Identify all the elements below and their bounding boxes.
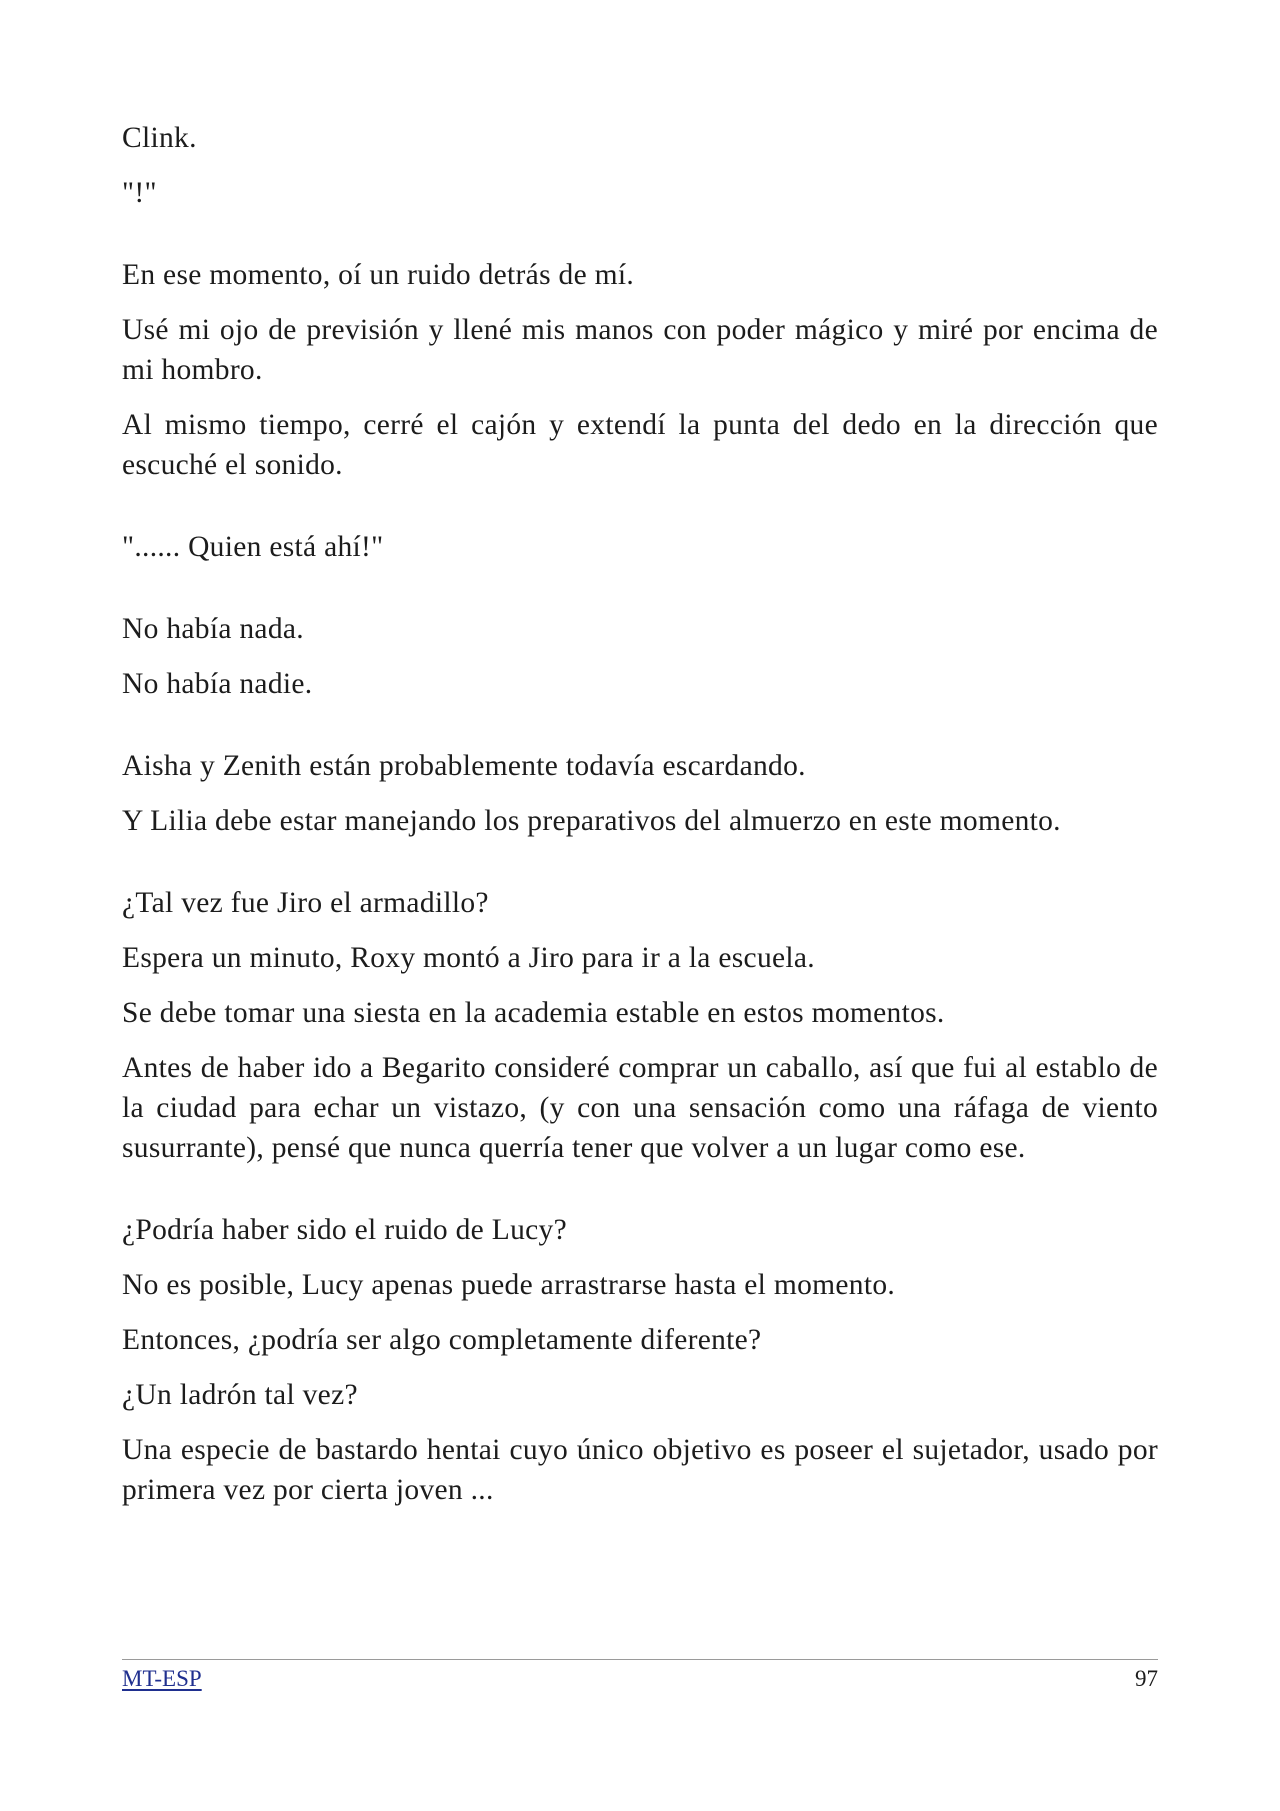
- page-number: 97: [1135, 1666, 1158, 1691]
- paragraph-10: Y Lilia debe estar manejando los preparativos del almuerzo en este momento.: [122, 805, 1061, 837]
- page-footer: [122, 1659, 1158, 1694]
- paragraph-2: "!": [122, 177, 157, 209]
- paragraph-17: Entonces, ¿podría ser algo completamente diferente?: [122, 1324, 762, 1356]
- footer-divider: [122, 1659, 1158, 1660]
- paragraph-7: No había nada.: [122, 613, 304, 645]
- paragraph-11: ¿Tal vez fue Jiro el armadillo?: [122, 887, 489, 919]
- paragraph-15: ¿Podría haber sido el ruido de Lucy?: [122, 1214, 567, 1246]
- paragraph-13: Se debe tomar una siesta en la academia estable en estos momentos.: [122, 997, 945, 1029]
- paragraph-12: Espera un minuto, Roxy montó a Jiro para ir a la escuela.: [122, 942, 815, 974]
- paragraph-1: Clink.: [122, 122, 197, 154]
- paragraph-18: ¿Un ladrón tal vez?: [122, 1379, 358, 1411]
- paragraph-8: No había nadie.: [122, 668, 313, 700]
- footer-row: [122, 1664, 1158, 1694]
- paragraph-16: No es posible, Lucy apenas puede arrastrarse hasta el momento.: [122, 1269, 896, 1301]
- paragraph-5: Al mismo tiempo, cerré el cajón y extendí la punta del dedo en la dirección que escuché el sonido.: [122, 409, 1158, 481]
- paragraph-19: Una especie de bastardo hentai cuyo único objetivo es poseer el sujetador, usado por primera vez por cierta joven ...: [122, 1434, 1158, 1506]
- paragraph-3: En ese momento, oí un ruido detrás de mí.: [122, 259, 635, 291]
- paragraph-6: "...... Quien está ahí!": [122, 531, 384, 563]
- page-body: [122, 118, 1158, 1510]
- paragraph-4: Usé mi ojo de previsión y llené mis manos con poder mágico y miré por encima de mi hombro.: [122, 314, 1158, 386]
- footer-brand-link[interactable]: MT-ESP: [122, 1666, 202, 1691]
- paragraph-9: Aisha y Zenith están probablemente todavía escardando.: [122, 750, 806, 782]
- paragraph-14: Antes de haber ido a Begarito consideré comprar un caballo, así que fui al establo de la ciudad para echar un vistazo, (y con una sensación como una ráfaga de viento susurrante), pensé que nunca querría tener que volver a un lugar como ese.: [122, 1052, 1158, 1164]
